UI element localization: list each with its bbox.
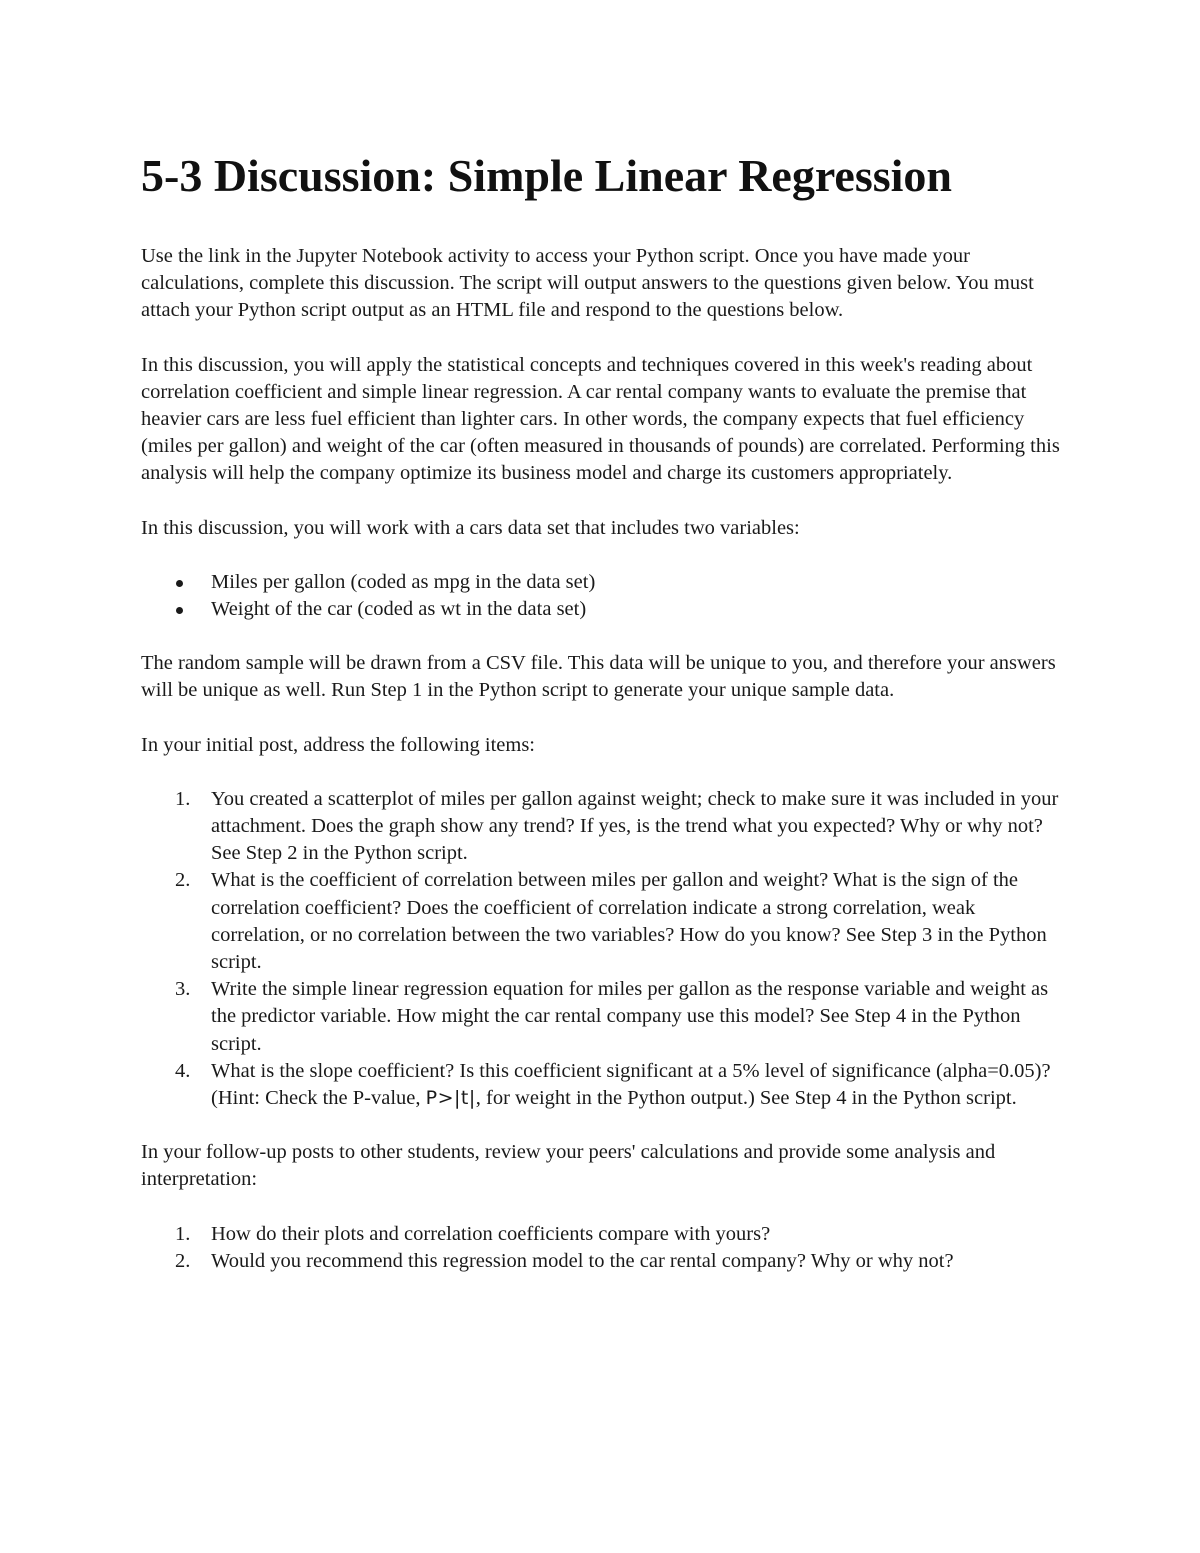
list-item <box>141 1221 1071 1248</box>
list-item <box>141 569 1071 596</box>
item-text-before: What is the slope coefficient? Is this coefficient significant at a 5% level of significance (alpha=0.05)? (Hint: Check the P-value, <box>211 1059 1051 1110</box>
list-item <box>141 1248 1071 1275</box>
item-text: Write the simple linear regression equation for miles per gallon as the response variable and weight as the predictor variable. How might the car rental company use this model? See Step 4 in the Python script. <box>211 978 1049 1055</box>
sample-note-paragraph: The random sample will be drawn from a CSV file. This data will be unique to you, and therefore your answers will be unique as well. Run Step 1 in the Python script to generate your unique sample data. <box>141 652 1056 702</box>
variables-list <box>141 569 1071 623</box>
variable-text: Weight of the car (coded as wt in the data set) <box>211 598 587 621</box>
list-item <box>141 976 1071 1058</box>
intro-paragraph: Use the link in the Jupyter Notebook activity to access your Python script. Once you have made your calculations, complete this discussion. The script will output answers to the questions given below. You must attach your Python script output as an HTML file and respond to the questions below. <box>141 245 1034 322</box>
list-item <box>141 1058 1071 1112</box>
bullet-icon <box>176 580 183 587</box>
item-number: 1. <box>175 787 191 810</box>
item-text-after: , for weight in the Python output.) See Step 4 in the Python script. <box>475 1087 1017 1110</box>
list-item <box>141 867 1071 976</box>
item-number: 2. <box>175 869 191 892</box>
initial-post-intro: In your initial post, address the following items: <box>141 733 536 756</box>
page-title: 5-3 Discussion: Simple Linear Regression <box>141 150 953 201</box>
dataset-intro-paragraph: In this discussion, you will work with a cars data set that includes two variables: <box>141 516 800 539</box>
list-item <box>141 596 1071 623</box>
followup-intro: In your follow-up posts to other students, review your peers' calculations and provide some analysis and interpretation: <box>141 1141 996 1191</box>
p-value-code: P>|t| <box>425 1087 476 1110</box>
variable-text: Miles per gallon (coded as mpg in the data set) <box>211 570 596 593</box>
list-item <box>141 786 1071 868</box>
item-text: What is the coefficient of correlation between miles per gallon and weight? What is the sign of the correlation coefficient? Does the coefficient of correlation indicate a strong correlation, weak correlation, or no correlation between the two variables? How do you know? See Step 3 in the Python script. <box>211 869 1047 974</box>
item-text: How do their plots and correlation coefficients compare with yours? <box>211 1222 771 1245</box>
item-number: 3. <box>175 978 191 1001</box>
item-number: 1. <box>175 1222 191 1245</box>
item-number: 4. <box>175 1059 191 1082</box>
item-text: You created a scatterplot of miles per gallon against weight; check to make sure it was included in your attachment. Does the graph show any trend? If yes, is the trend what you expected? Why or why not? See Step 2 in the Python script. <box>211 787 1059 865</box>
context-paragraph: In this discussion, you will apply the statistical concepts and techniques covered in this week's reading about correlation coefficient and simple linear regression. A car rental company wants to evaluate the premise that heavier cars are less fuel efficient than lighter cars. In other words, the company expects that fuel efficiency (miles per gallon) and weight of the car (often measured in thousands of pounds) are correlated. Performing this analysis will help the company optimize its business model and charge its customers appropriately. <box>141 353 1060 485</box>
initial-post-list <box>141 786 1071 1112</box>
bullet-icon <box>176 607 183 614</box>
item-text: Would you recommend this regression model to the car rental company? Why or why not? <box>211 1249 954 1272</box>
item-number: 2. <box>175 1249 191 1272</box>
document-page <box>141 148 1071 1275</box>
followup-list <box>141 1221 1071 1275</box>
